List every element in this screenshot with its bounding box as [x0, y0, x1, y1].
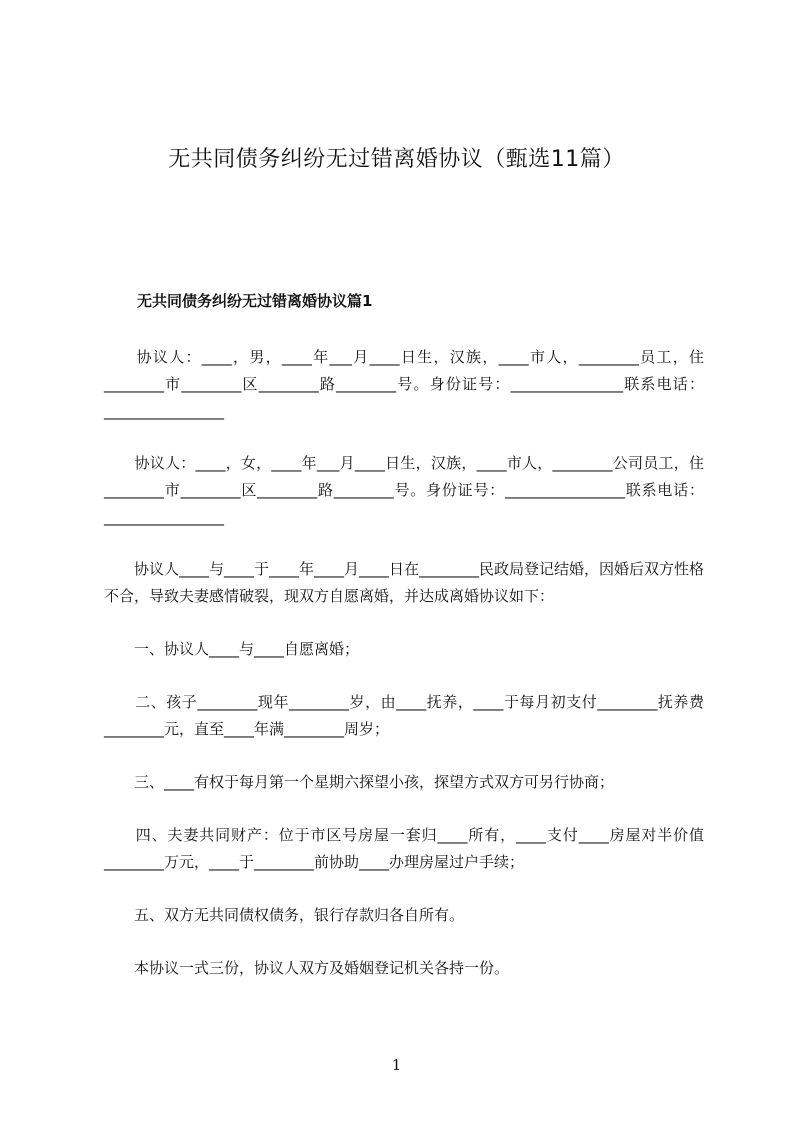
paragraph-clause-3: 三、____有权于每月第一个星期六探望小孩，探望方式双方可另行协商； — [104, 773, 615, 791]
paragraph-clause-1: 一、协议人____与____自愿离婚； — [104, 640, 360, 658]
document-title: 无共同债务纠纷无过错离婚协议（甄选11篇） — [168, 147, 625, 172]
paragraph-clause-2: 二、孩子________现年________岁，由____抚养，____于每月初支付________抚养费________元，直至____年满________周岁； — [104, 693, 704, 738]
page-number: 1 — [391, 1056, 402, 1074]
paragraph-clause-5: 五、双方无共同债权债务，银行存款归各自所有。 — [104, 906, 465, 924]
section-heading: 无共同债务纠纷无过错离婚协议篇1 — [137, 292, 373, 310]
paragraph-clause-4: 四、夫妻共同财产：位于市区号房屋一套归____所有，____支付____房屋对半价值________万元，____于________前协助____办理房屋过户手续； — [104, 826, 704, 871]
paragraph-party-female: 协议人：____，女，____年___月____日生，汉族，____市人，________公司员工，住________市________区________路________号。身份证号：________________联系电话：________________ — [104, 454, 704, 526]
paragraph-party-male: 协议人：____，男，____年___月____日生，汉族，____市人，________员工，住________市________区________路________号。身份证号：_______________联系电话：________________ — [104, 348, 704, 420]
paragraph-marriage-info: 协议人____与____于____年____月____日在________民政局登记结婚，因婚后双方性格不合，导致夫妻感情破裂，现双方自愿离婚，并达成离婚协议如下： — [104, 560, 705, 605]
paragraph-copies: 本协议一式三份，协议人双方及婚姻登记机关各持一份。 — [104, 959, 510, 977]
